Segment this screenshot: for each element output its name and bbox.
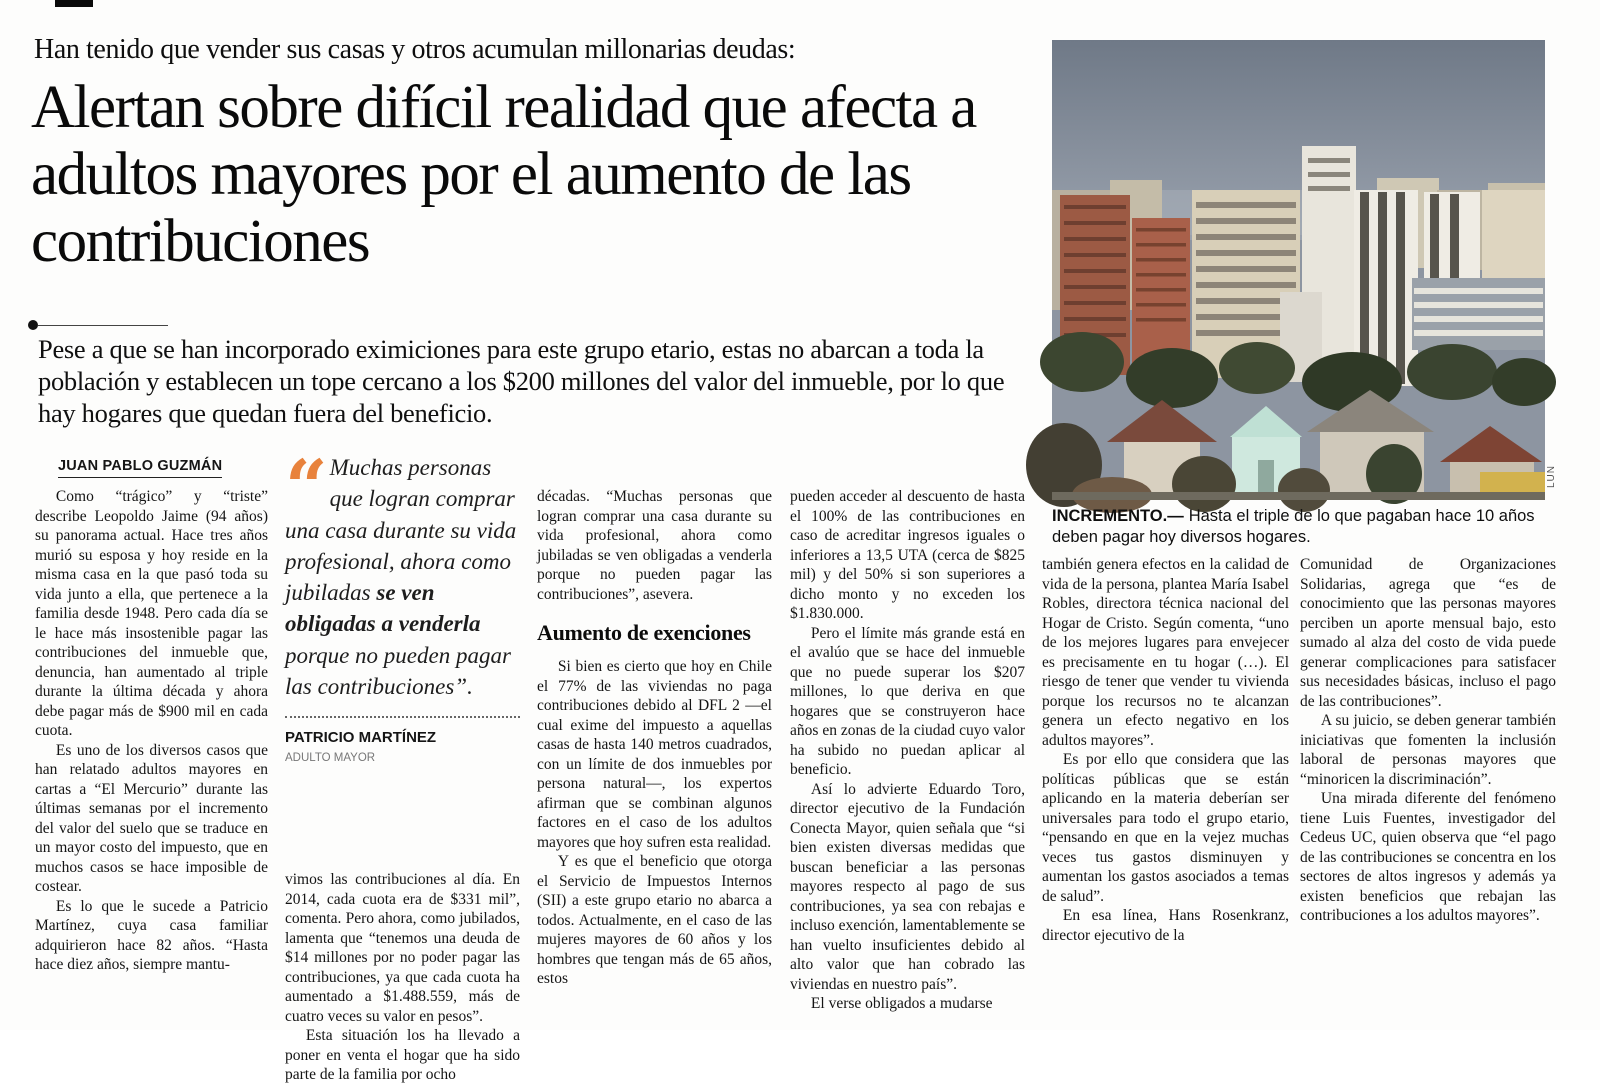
- article-column-3-top: [537, 487, 772, 604]
- body-paragraph: Es uno de los diversos casos que han relatado adultos mayores en cartas a “El Mercurio” durante las últimas semanas por el incremento del valor del suelo que se traduce en un mayor costo del impuesto, que en muchos casos se hace imposible de costear.: [35, 741, 268, 895]
- body-paragraph: En esa línea, Hans Rosenkranz, director ejecutivo de la: [1042, 907, 1289, 944]
- byline: JUAN PABLO GUZMÁN: [58, 458, 222, 478]
- dotted-separator: [285, 716, 520, 718]
- body-paragraph: Pero el límite más grande está en el avalúo que se hace del inmueble que no puede superar los $207 millones, lo que deriva en que hogares que se construyeron hace años en zonas de la ciudad cuyo valor ha subido no puedan aplicar al beneficio.: [790, 624, 1025, 778]
- houses-foreground: [1026, 390, 1545, 513]
- quote-attribution-name: PATRICIO MARTÍNEZ: [285, 729, 437, 747]
- body-paragraph: Y es que el beneficio que otorga el Servicio de Impuestos Internos (SII) a este grupo etario no abarca a todos. Actualmente, en el caso de las mujeres mayores de 60 años y los hombres que tengan más de 65 años, estos: [537, 853, 772, 988]
- city-photo: [1052, 40, 1545, 500]
- article-column-2-body: [285, 870, 520, 1085]
- body-paragraph: pueden acceder al descuento de hasta el 100% de las contribuciones en caso de acreditar ingresos iguales o inferiores a 13,5 UTA (cerca de $825 mil) y del 50% si son superiores a dicho monto y no exceden los $1.830.000.: [790, 488, 1025, 622]
- article-column-2: [285, 445, 520, 1083]
- headline: Alertan sobre difícil realidad que afecta a adultos mayores por el aumento de las contribuciones: [31, 74, 976, 276]
- body-paragraph: A su juicio, se deben generar también iniciativas que fomenten la inclusión laboral de personas mayores que “minoricen la discriminación”.: [1300, 712, 1556, 788]
- section-subhead: Aumento de exenciones: [537, 620, 751, 645]
- quote-icon: “: [285, 445, 322, 531]
- pull-quote: [285, 445, 520, 870]
- kicker: Han tenido que vender sus casas y otros acumulan millonarias deudas:: [34, 34, 796, 65]
- article-column-1: [35, 487, 268, 1016]
- print-registration-mark: [55, 0, 93, 7]
- body-paragraph: también genera efectos en la calidad de vida de la persona, plantea María Isabel Robles, directora técnica nacional del Hogar de Cristo. Según comenta, “uno de los mejores lugares para envejecer es precisamente en tu hogar (…). El riesgo de tener que vender tu vivienda porque los recursos no te alcanzan genera un efecto negativo en los adultos mayores”.: [1042, 556, 1289, 749]
- quote-lead: Muchas personas que logran comprar una casa durante su vida profesional, ahora como jubiladas: [285, 455, 517, 606]
- quote-attribution-role: ADULTO MAYOR: [285, 751, 376, 764]
- caption-text: Hasta el triple de lo que pagaban hace 10 años deben pagar hoy diversos hogares.: [1052, 507, 1535, 546]
- deck: Pese a que se han incorporado eximiciones para este grupo etario, estas no abarcan a toda la población y establecen un tope cercano a los $200 millones del valor del inmueble, por lo que hay hogares que quedan fuera del beneficio.: [38, 334, 1005, 428]
- body-paragraph: Como “trágico” y “triste” describe Leopoldo Jaime (94 años) su panorama actual. Hace tres años murió su esposa y hoy reside en la misma casa en la que pasó toda su vida junto a ella, que pertenece a la familia desde 1948. Pero cada día se le hace más insostenible pagar las contribuciones del inmueble que, denuncia, han aumentado al triple durante la última década y ahora debe pagar más de $900 mil en cada cuota.: [35, 488, 268, 739]
- quote-tail: porque no pueden pagar las contribuciones”.: [285, 642, 511, 699]
- photo-caption: [1052, 506, 1545, 547]
- body-paragraph: Es por ello que considera que las políticas públicas que se están aplicando en la materia deberían ser universales para todo el grupo etario, “pensando en que en la vejez muchas veces tus gastos disminuyen y aumentan los gastos asociados a temas de salud”.: [1042, 751, 1289, 905]
- article-column-3: [537, 487, 772, 1016]
- body-paragraph: Esta situación los ha llevado a poner en venta el hogar que ha sido parte de la familia por ocho: [285, 1027, 520, 1083]
- body-paragraph: Comunidad de Organizaciones Solidarias, agrega que “es de conocimiento que las personas mayores perciben un aporte mensual bajo, esto sumado al alza del costo de vida puede generar complicaciones para satisfacer sus necesidades básicas, incluso el pago de las contribuciones”.: [1300, 556, 1556, 710]
- body-paragraph: El verse obligados a mudarse: [810, 995, 993, 1012]
- quote-bold: se ven obligadas a venderla: [285, 580, 481, 637]
- article-column-3-bottom: [537, 657, 772, 989]
- body-paragraph: décadas. “Muchas personas que logran comprar una casa durante su vida profesional, ahora como jubiladas se ven obligadas a venderla porque no pueden pagar las contribuciones”, asevera.: [537, 488, 772, 603]
- rule-line: [38, 325, 168, 326]
- body-paragraph: Es lo que le sucede a Patricio Martínez, cuya casa familiar adquirieron hace 82 años. “Hasta hace diez años, siempre mantu-: [35, 897, 268, 973]
- body-paragraph: Si bien es cierto que hoy en Chile el 77% de las viviendas no paga contribuciones debido al DFL 2 —el cual exime del impuesto a aquellas casas de hasta 140 metros cuadrados, con un límite de dos inmuebles por persona natural—, los expertos afirman que se combinan algunos factores en el caso de los adultos mayores que hoy sufren esta realidad.: [537, 658, 772, 851]
- body-paragraph: Una mirada diferente del fenómeno tiene Luis Fuentes, investigador del Cedeus UC, quien observa que “el pago de las contribuciones se concentra en los sectores de altos ingresos y además ya existen beneficios que rebajan las contribuciones a los adultos mayores”.: [1300, 790, 1556, 924]
- photo-credit: LUN: [1546, 464, 1557, 488]
- caption-label: INCREMENTO.—: [1052, 507, 1184, 525]
- article-column-6: [1300, 555, 1556, 1016]
- article-column-4: [790, 487, 1025, 1016]
- bullet-dot-icon: [28, 320, 38, 330]
- article-column-5: [1042, 555, 1289, 1016]
- deck-rule: [28, 320, 168, 330]
- body-paragraph: vimos las contribuciones al día. En 2014, cada cuota era de $331 mil”, comenta. Pero ahora, como jubilados, lamenta que “tenemos una deuda de $14 millones por no poder pagar las contribuciones, ya que cada cuota ha aumentado a $1.488.559, más de cuatro veces su valor en pesos”.: [285, 871, 520, 1025]
- body-paragraph: Así lo advierte Eduardo Toro, director ejecutivo de la Fundación Conecta Mayor, quien señala que “si bien existen diversas medidas que buscan beneficiar a las personas mayores respecto al pago de sus contribuciones, ya sea con rebajas e incluso exención, lamentablemente se han vuelto insuficientes debido al alto valor que han cobrado las viviendas en nuestro país”.: [790, 780, 1025, 993]
